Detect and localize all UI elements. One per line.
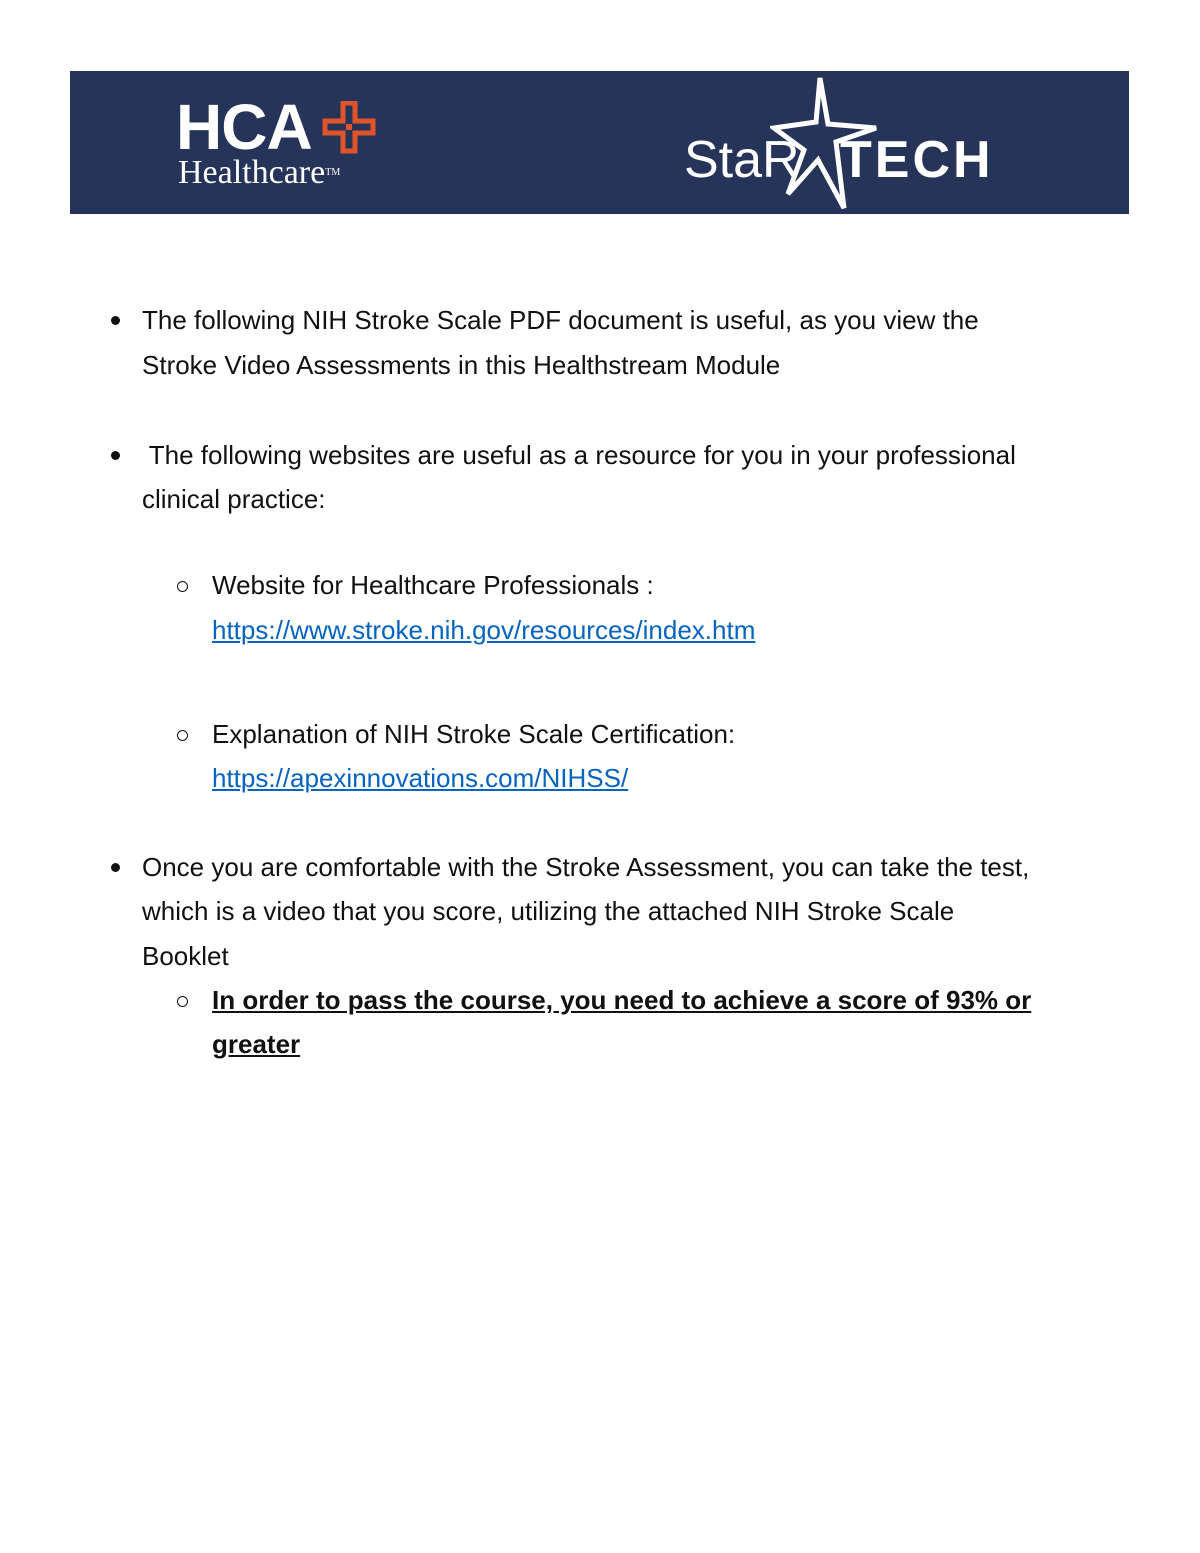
header-banner (70, 71, 1129, 214)
sub-bullet-circle (177, 581, 188, 592)
hca-logo-text: HCA (176, 91, 312, 163)
sub-bullet-circle (177, 996, 188, 1007)
apex-nihss-link[interactable]: https://apexinnovations.com/NIHSS/ (212, 763, 629, 793)
pass-requirement-line-2: greater (212, 1029, 301, 1059)
hca-cross-icon (321, 101, 377, 157)
bullet-2-line-1: The following websites are useful as a resource for you in your professional (142, 440, 1016, 470)
hca-logo-subtext: Healthcare™ (178, 154, 341, 191)
bullet-dot (111, 863, 120, 872)
bullet-1-line-1: The following NIH Stroke Scale PDF document is useful, as you view the (142, 305, 979, 335)
sub-2-link-wrap (212, 756, 628, 801)
hca-healthcare-logo (176, 91, 396, 195)
startech-logo (682, 76, 1022, 212)
bullet-3-line-3: Booklet (142, 941, 229, 971)
pass-requirement-line-1: In order to pass the course, you need to achieve a score of 93% or (212, 985, 1032, 1015)
nih-resources-link[interactable]: https://www.stroke.nih.gov/resources/index.htm (212, 615, 756, 645)
sub-1-link-wrap (212, 608, 755, 653)
bullet-dot (111, 451, 120, 460)
sub-2-label: Explanation of NIH Stroke Scale Certification: (212, 719, 736, 749)
bullet-dot (111, 316, 120, 325)
sub-bullet-circle (177, 730, 188, 741)
startech-right-text: TECH (840, 131, 994, 189)
startech-left-text: StaR (684, 131, 800, 189)
bullet-1-line-2: Stroke Video Assessments in this Healthstream Module (142, 350, 781, 380)
bullet-2-line-2: clinical practice: (142, 484, 326, 514)
bullet-3-line-1: Once you are comfortable with the Stroke Assessment, you can take the test, (142, 852, 1030, 882)
sub-1-label: Website for Healthcare Professionals : (212, 570, 654, 600)
bullet-3-line-2: which is a video that you score, utilizing the attached NIH Stroke Scale (142, 896, 955, 926)
